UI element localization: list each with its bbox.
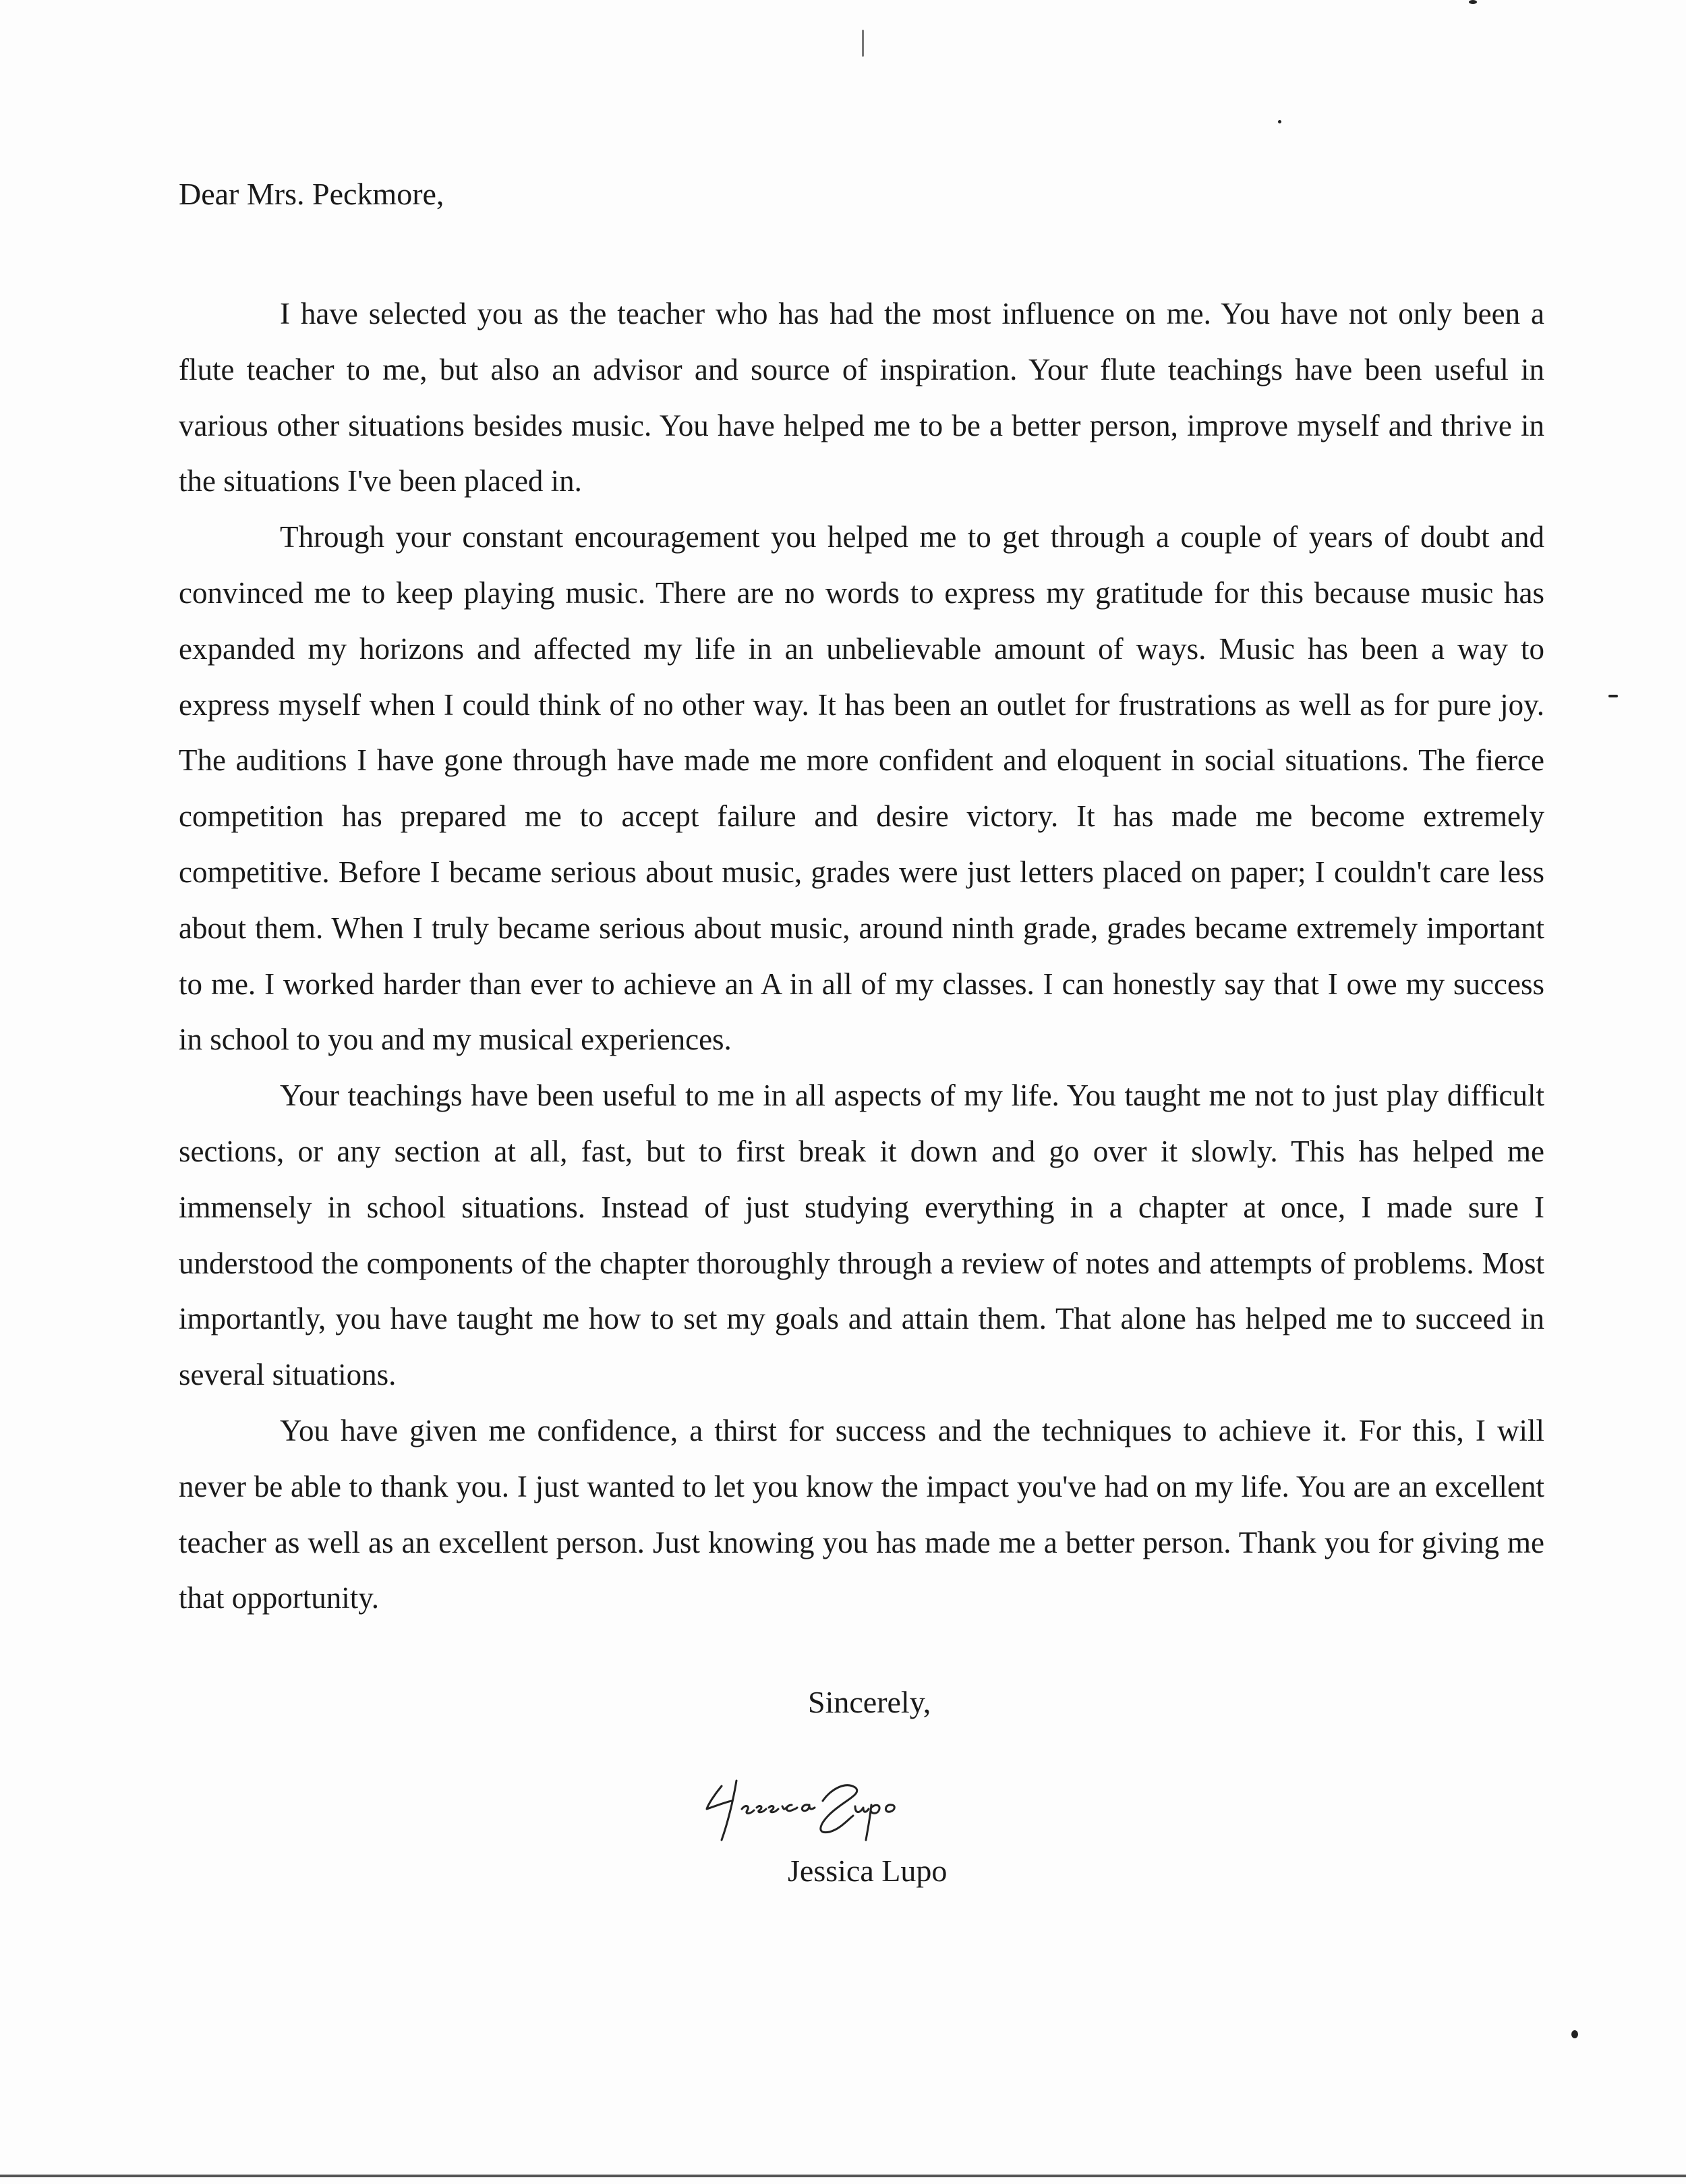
scan-speck: [862, 30, 864, 57]
paragraph-4: You have given me confidence, a thirst for success and the techniques to achieve it. For this, I will never be able to thank you. I just wanted to let you know the impact you've had on my life. You are an excellent teacher as well as an excellent person. Just knowing you has made me a better person. Thank you for giving me that opportunity.: [179, 1413, 1544, 1615]
closing: Sincerely,: [808, 1685, 931, 1719]
scan-speck: [1608, 695, 1618, 697]
paragraph-3: Your teachings have been useful to me in all aspects of my life. You taught me not to just play difficult sections, or any section at all, fast, but to first break it down and go over it slowly. This has helped me immensely in school situations. Instead of just studying everything in a chapter at once, I made sure I understood the components of the chapter thoroughly through a review of notes and attempts of problems. Most importantly, you have taught me how to set my goals and attain them. That alone has helped me to succeed in several situations.: [179, 1079, 1544, 1392]
paragraph-1: I have selected you as the teacher who has had the most influence on me. You have not only been a flute teacher to me, but also an advisor and source of inspiration. Your flute teachings have been useful in various other situations besides music. You have helped me to be a better person, improve myself and thrive in the situations I've been placed in.: [179, 297, 1544, 498]
scan-edge-line: [0, 2175, 1686, 2177]
scan-speck: [1278, 120, 1281, 123]
handwritten-signature: [695, 1767, 978, 1848]
scan-speck: [1571, 2030, 1578, 2038]
salutation: Dear Mrs. Peckmore,: [179, 177, 444, 211]
scan-speck: [1469, 0, 1477, 4]
paragraph-2: Through your constant encouragement you helped me to get through a couple of years of doubt and convinced me to keep playing music. There are no words to express my gratitude for this because music has expanded my horizons and affected my life in an unbelievable amount of ways. Music has been a way to express myself when I could think of no other way. It has been an outlet for frustrations as well as for pure joy. The auditions I have gone through have made me more confident and eloquent in social situations. The fierce competition has prepared me to accept failure and desire victory. It has made me become extremely competitive. Before I became serious about music, grades were just letters placed on paper; I couldn't care less about them. When I truly became serious about music, around ninth grade, grades became extremely important to me. I worked harder than ever to achieve an A in all of my classes. I can honestly say that I owe my success in school to you and my musical experiences.: [179, 520, 1544, 1057]
letter-body: [179, 286, 1544, 1626]
signer-name: Jessica Lupo: [788, 1853, 948, 1888]
